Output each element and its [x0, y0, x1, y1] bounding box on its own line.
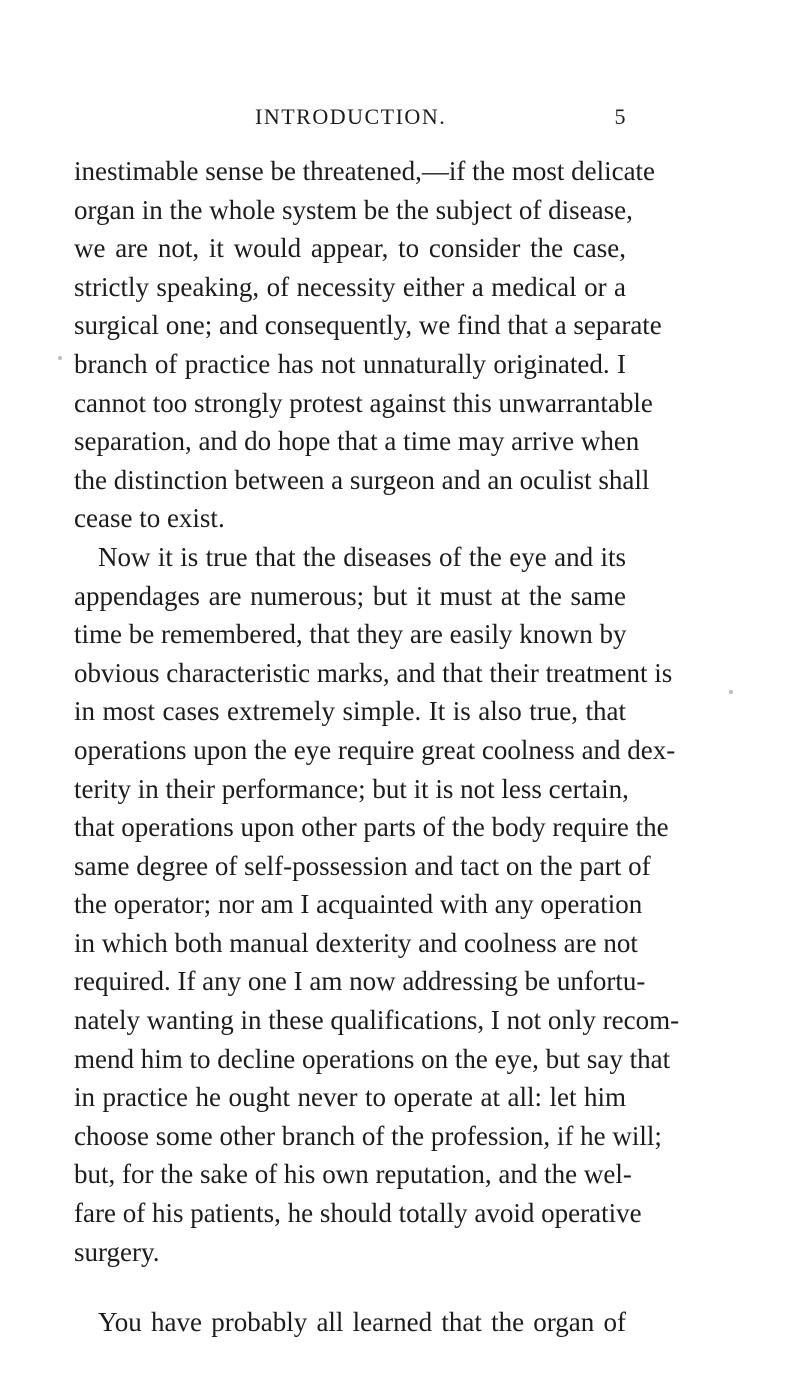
- paragraph-spacing: [74, 1271, 626, 1303]
- text-line: You have probably all learned that the organ of: [98, 1307, 626, 1338]
- text-line: operations upon the eye require great coolness and dex-: [74, 734, 676, 765]
- text-line: terity in their performance; but it is not less certain,: [74, 773, 629, 804]
- text-line: branch of practice has not unnaturally originated. I: [74, 348, 626, 379]
- text-line: same degree of self-possession and tact on the part of: [74, 850, 651, 881]
- text-line: the operator; nor am I acquainted with any operation: [74, 889, 643, 920]
- text-line: nately wanting in these qualifications, I not only recom-: [74, 1005, 680, 1036]
- text-line: obvious characteristic marks, and that their treatment is: [74, 657, 673, 688]
- text-line: in practice he ought never to operate at all: let him: [74, 1082, 626, 1113]
- paragraph-3: [74, 1303, 626, 1342]
- running-head: [255, 104, 627, 138]
- text-line: in which both manual dexterity and coolness are not: [74, 927, 638, 958]
- text-line: in most cases extremely simple. It is also true, that: [74, 696, 626, 727]
- text-line: fare of his patients, he should totally avoid operative: [74, 1198, 642, 1229]
- text-line: choose some other branch of the profession, if he will;: [74, 1120, 662, 1151]
- text-line: inestimable sense be threatened,—if the most delicate: [74, 156, 656, 186]
- page-number: 5: [614, 104, 627, 129]
- text-line: surgical one; and consequently, we find that a separate: [74, 310, 662, 341]
- paper-speck: [58, 356, 62, 360]
- text-line: time be remembered, that they are easily known by: [74, 619, 627, 650]
- text-line: cease to exist.: [74, 503, 225, 534]
- text-line: surgery.: [74, 1236, 160, 1267]
- text-line: that operations upon other parts of the body require the: [74, 812, 669, 843]
- paper-speck: [729, 690, 733, 694]
- text-line: Now it is true that the diseases of the eye and its: [98, 541, 626, 572]
- text-line: mend him to decline operations on the eye, but say that: [74, 1043, 671, 1074]
- text-line: we are not, it would appear, to consider the case,: [74, 233, 626, 264]
- text-line: but, for the sake of his own reputation, and the wel-: [74, 1159, 632, 1190]
- text-line: organ in the whole system be the subject of disease,: [74, 194, 633, 225]
- text-line: separation, and do hope that a time may arrive when: [74, 426, 640, 457]
- paragraph-1: [74, 152, 662, 538]
- text-line: required. If any one I am now addressing be unfortu-: [74, 966, 646, 997]
- text-line: strictly speaking, of necessity either a medical or a: [74, 271, 626, 302]
- running-head-title: INTRODUCTION.: [255, 104, 447, 129]
- text-line: cannot too strongly protest against this unwarrantable: [74, 387, 653, 418]
- text-line: appendages are numerous; but it must at the same: [74, 580, 626, 611]
- text-line: the distinction between a surgeon and an oculist shall: [74, 464, 650, 495]
- paragraph-2: [74, 538, 680, 1271]
- body-text: [74, 152, 680, 1342]
